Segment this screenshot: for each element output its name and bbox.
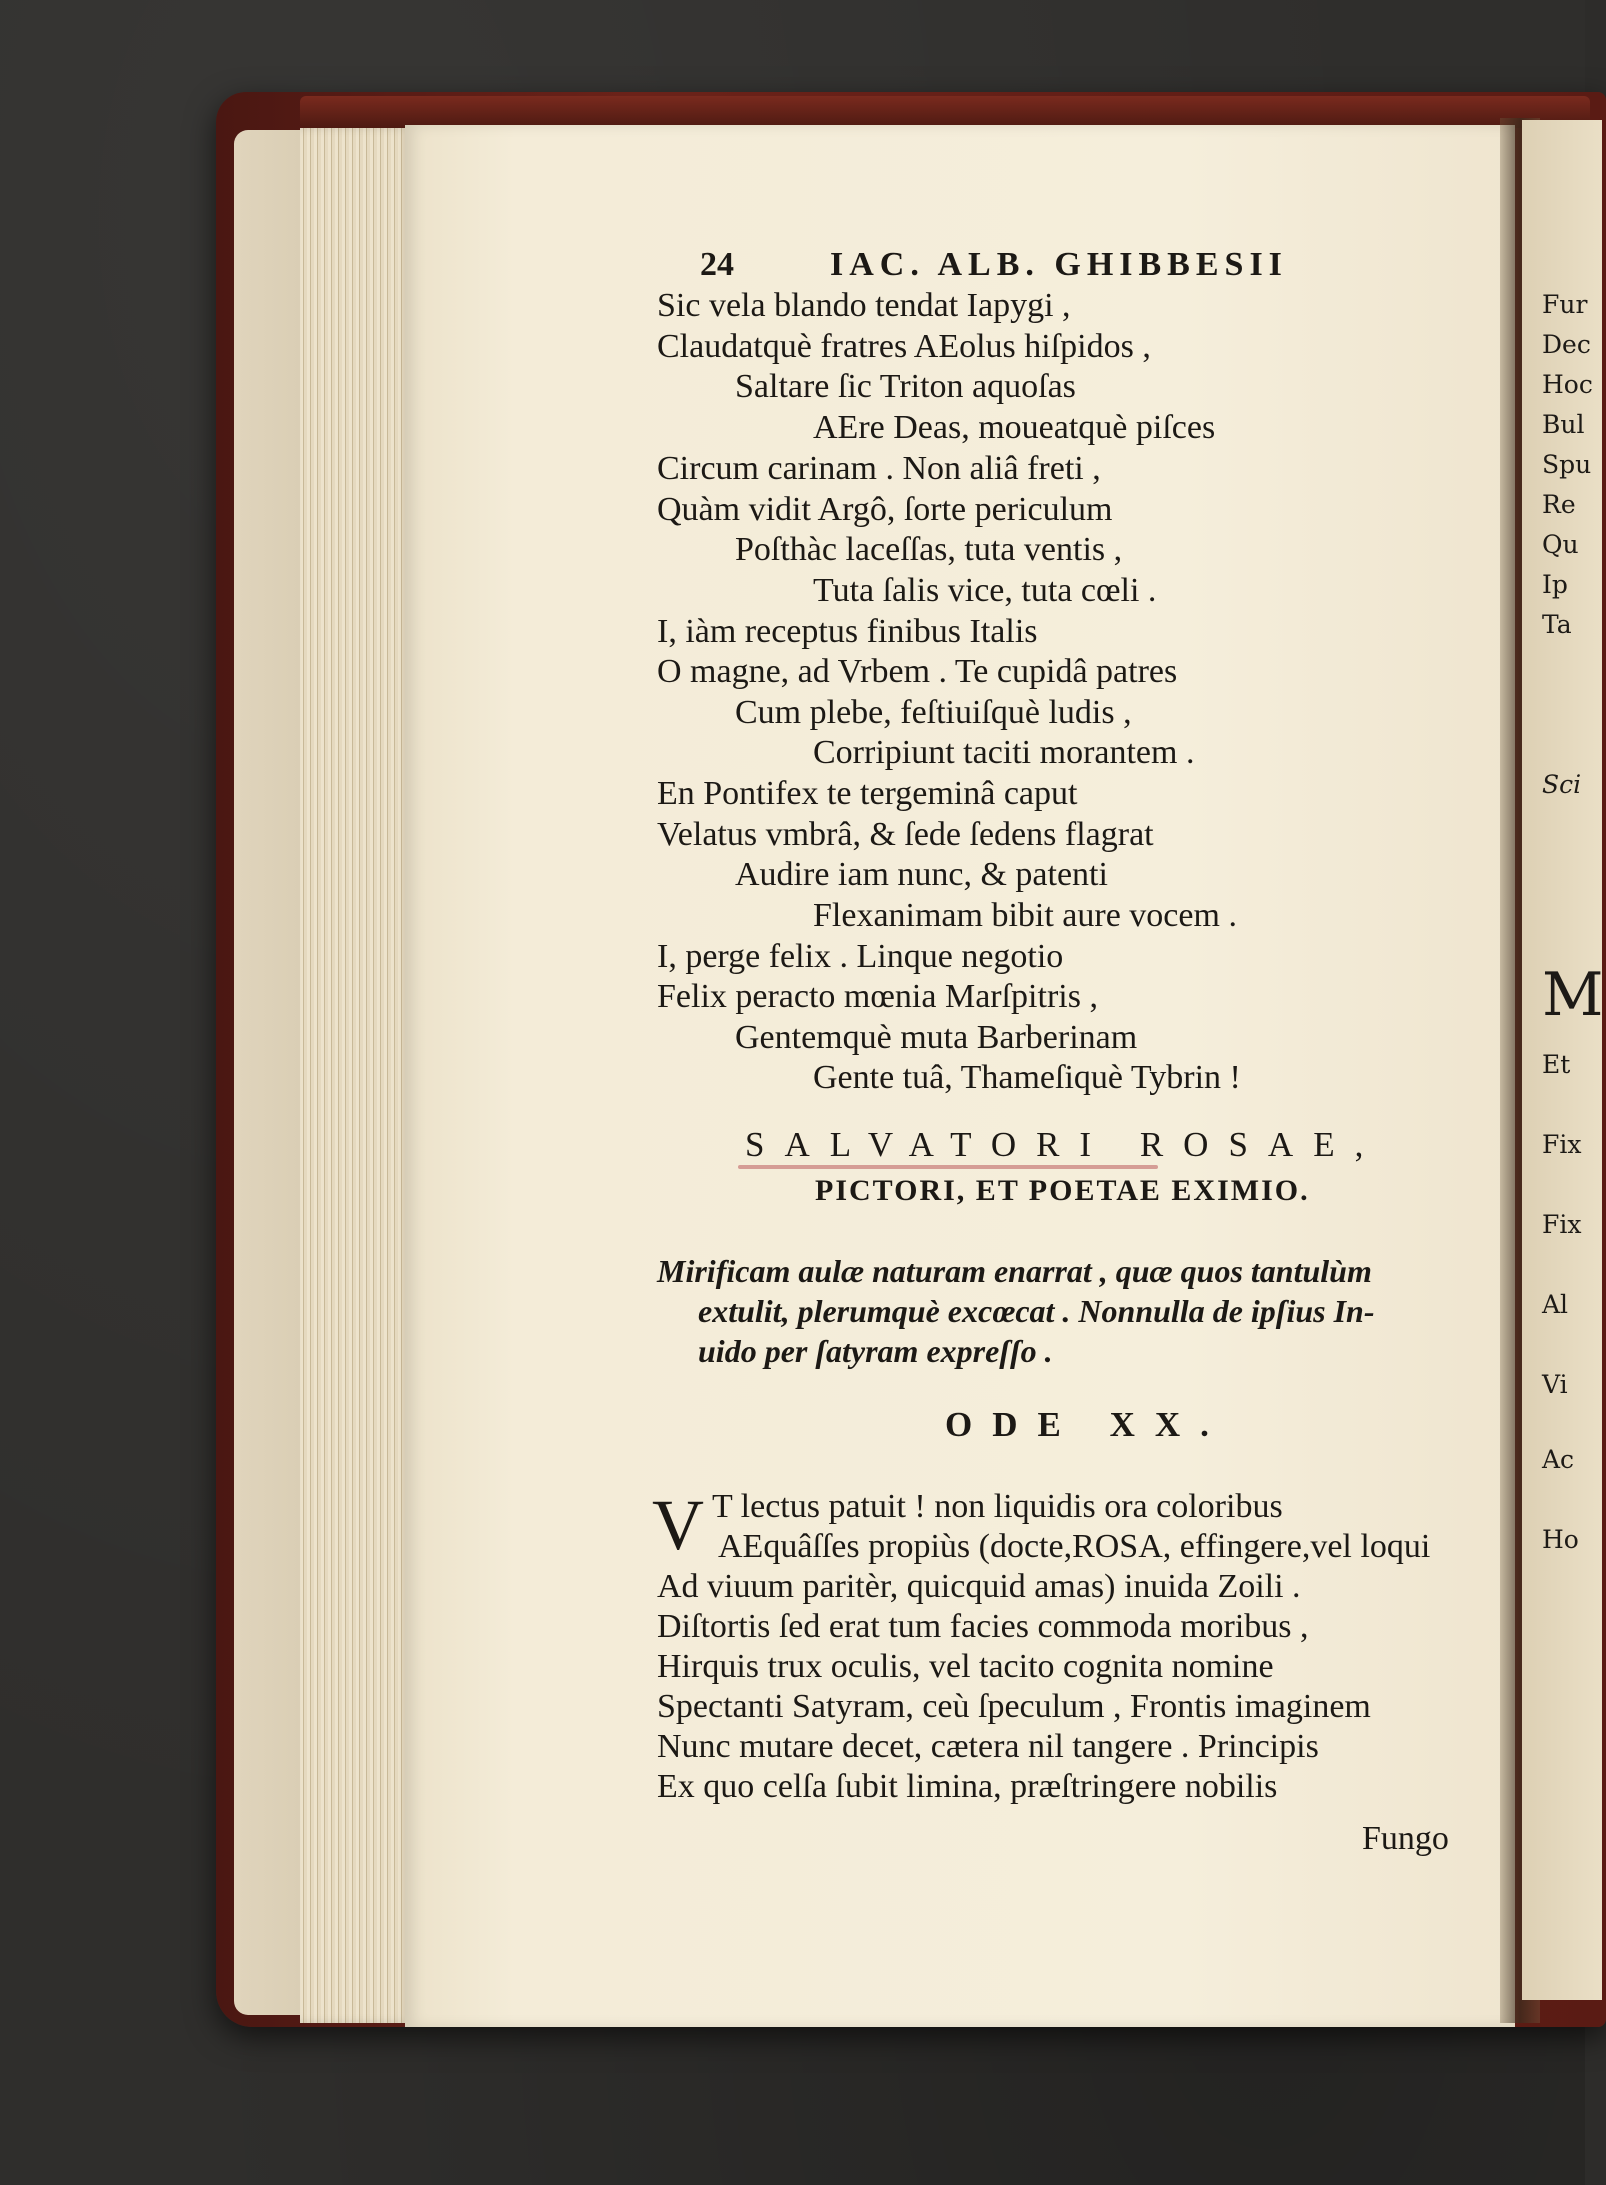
- dedication-name: SALVATORI ROSAE,: [745, 1125, 1384, 1164]
- facing-fragment: Spu: [1542, 450, 1592, 479]
- facing-page: [1522, 120, 1602, 2000]
- poem-line: Gente tuâ, Thameſiquè Tybrin !: [813, 1059, 1241, 1096]
- facing-fragment: Dec: [1542, 330, 1591, 359]
- facing-fragment: Bul: [1542, 410, 1585, 439]
- poem-line: O magne, ad Vrbem . Te cupidâ patres: [657, 653, 1178, 690]
- facing-fragment: Fix: [1542, 1210, 1582, 1239]
- poem-line: Sic vela blando tendat Iapygi ,: [657, 287, 1071, 324]
- poem-line: Flexanimam bibit aure vocem .: [813, 897, 1237, 934]
- red-ink-underline: [738, 1165, 1158, 1169]
- poem-line: Corripiunt taciti morantem .: [813, 734, 1195, 771]
- ode-line: T lectus patuit ! non liquidis ora coloribus: [712, 1488, 1283, 1525]
- poem-line: Tuta ſalis vice, tuta cœli .: [813, 572, 1157, 609]
- ode-line: AEquâſſes propiùs (docte,ROSA, effingere,vel loqui: [718, 1528, 1431, 1565]
- ode-line: Ex quo celſa ſubit limina, præſtringere nobilis: [657, 1768, 1278, 1805]
- facing-fragment: Ho: [1542, 1525, 1579, 1554]
- cover-top-edge: [300, 96, 1590, 128]
- poem-line: Cum plebe, feſtiuiſquè ludis ,: [735, 694, 1132, 731]
- argument-line: extulit, plerumquè excœcat . Nonnulla de ipſius In-: [698, 1293, 1375, 1329]
- dedication-subtitle: PICTORI, ET POETAE EXIMIO.: [815, 1174, 1310, 1207]
- poem-line: Velatus vmbrâ, & ſede ſedens flagrat: [657, 816, 1154, 853]
- facing-fragment: Fur: [1542, 290, 1588, 319]
- page-edges: [300, 128, 412, 2023]
- facing-fragment: Ta: [1542, 610, 1572, 639]
- facing-fragment: Al: [1542, 1290, 1569, 1319]
- facing-fragment: Ip: [1542, 570, 1568, 599]
- ode-line: Ad viuum paritèr, quicquid amas) inuida Zoili .: [657, 1568, 1301, 1605]
- page-number: 24: [700, 246, 734, 283]
- poem-line: Quàm vidit Argô, ſorte periculum: [657, 491, 1113, 528]
- ode-line: Nunc mutare decet, cætera nil tangere . Principis: [657, 1728, 1319, 1765]
- facing-fragment: Re: [1542, 490, 1576, 519]
- ode-title: ODE XX.: [945, 1405, 1229, 1444]
- poem-line: Audire iam nunc, & patenti: [735, 856, 1108, 893]
- ode-line: Hirquis trux oculis, vel tacito cognita nomine: [657, 1648, 1274, 1685]
- argument-line: uido per ſatyram expreſſo .: [698, 1333, 1053, 1369]
- running-title: IAC. ALB. GHIBBESII: [830, 246, 1288, 283]
- poem-line: I, iàm receptus finibus Italis: [657, 613, 1038, 650]
- facing-fragment: Fix: [1542, 1130, 1582, 1159]
- poem-line: I, perge felix . Linque negotio: [657, 938, 1064, 975]
- poem-line: AEre Deas, moueatquè piſces: [813, 409, 1216, 446]
- ode-line: Diſtortis ſed erat tum facies commoda moribus ,: [657, 1608, 1309, 1645]
- facing-fragment: Vi: [1542, 1370, 1568, 1399]
- catchword: Fungo: [1362, 1820, 1449, 1857]
- facing-fragment: Qu: [1542, 530, 1579, 559]
- facing-fragment: Et: [1542, 1050, 1571, 1079]
- facing-fragment: M: [1542, 960, 1604, 1030]
- poem-line: En Pontifex te tergeminâ caput: [657, 775, 1078, 812]
- drop-cap: V: [652, 1485, 704, 1565]
- poem-line: Circum carinam . Non aliâ freti ,: [657, 450, 1101, 487]
- argument-line: Mirificam aulæ naturam enarrat , quæ quos tantulùm: [657, 1253, 1372, 1289]
- poem-line: Claudatquè fratres AEolus hiſpidos ,: [657, 328, 1151, 365]
- poem-line: Saltare ſic Triton aquoſas: [735, 368, 1076, 405]
- poem-line: Felix peracto mœnia Marſpitris ,: [657, 978, 1098, 1015]
- poem-line: Gentemquè muta Barberinam: [735, 1019, 1138, 1056]
- ode-line: Spectanti Satyram, ceù ſpeculum , Frontis imaginem: [657, 1688, 1371, 1725]
- facing-fragment: Sci: [1542, 770, 1582, 799]
- facing-fragment: Hoc: [1542, 370, 1593, 399]
- facing-fragment: Ac: [1542, 1445, 1575, 1474]
- poem-line: Poſthàc laceſſas, tuta ventis ,: [735, 531, 1123, 568]
